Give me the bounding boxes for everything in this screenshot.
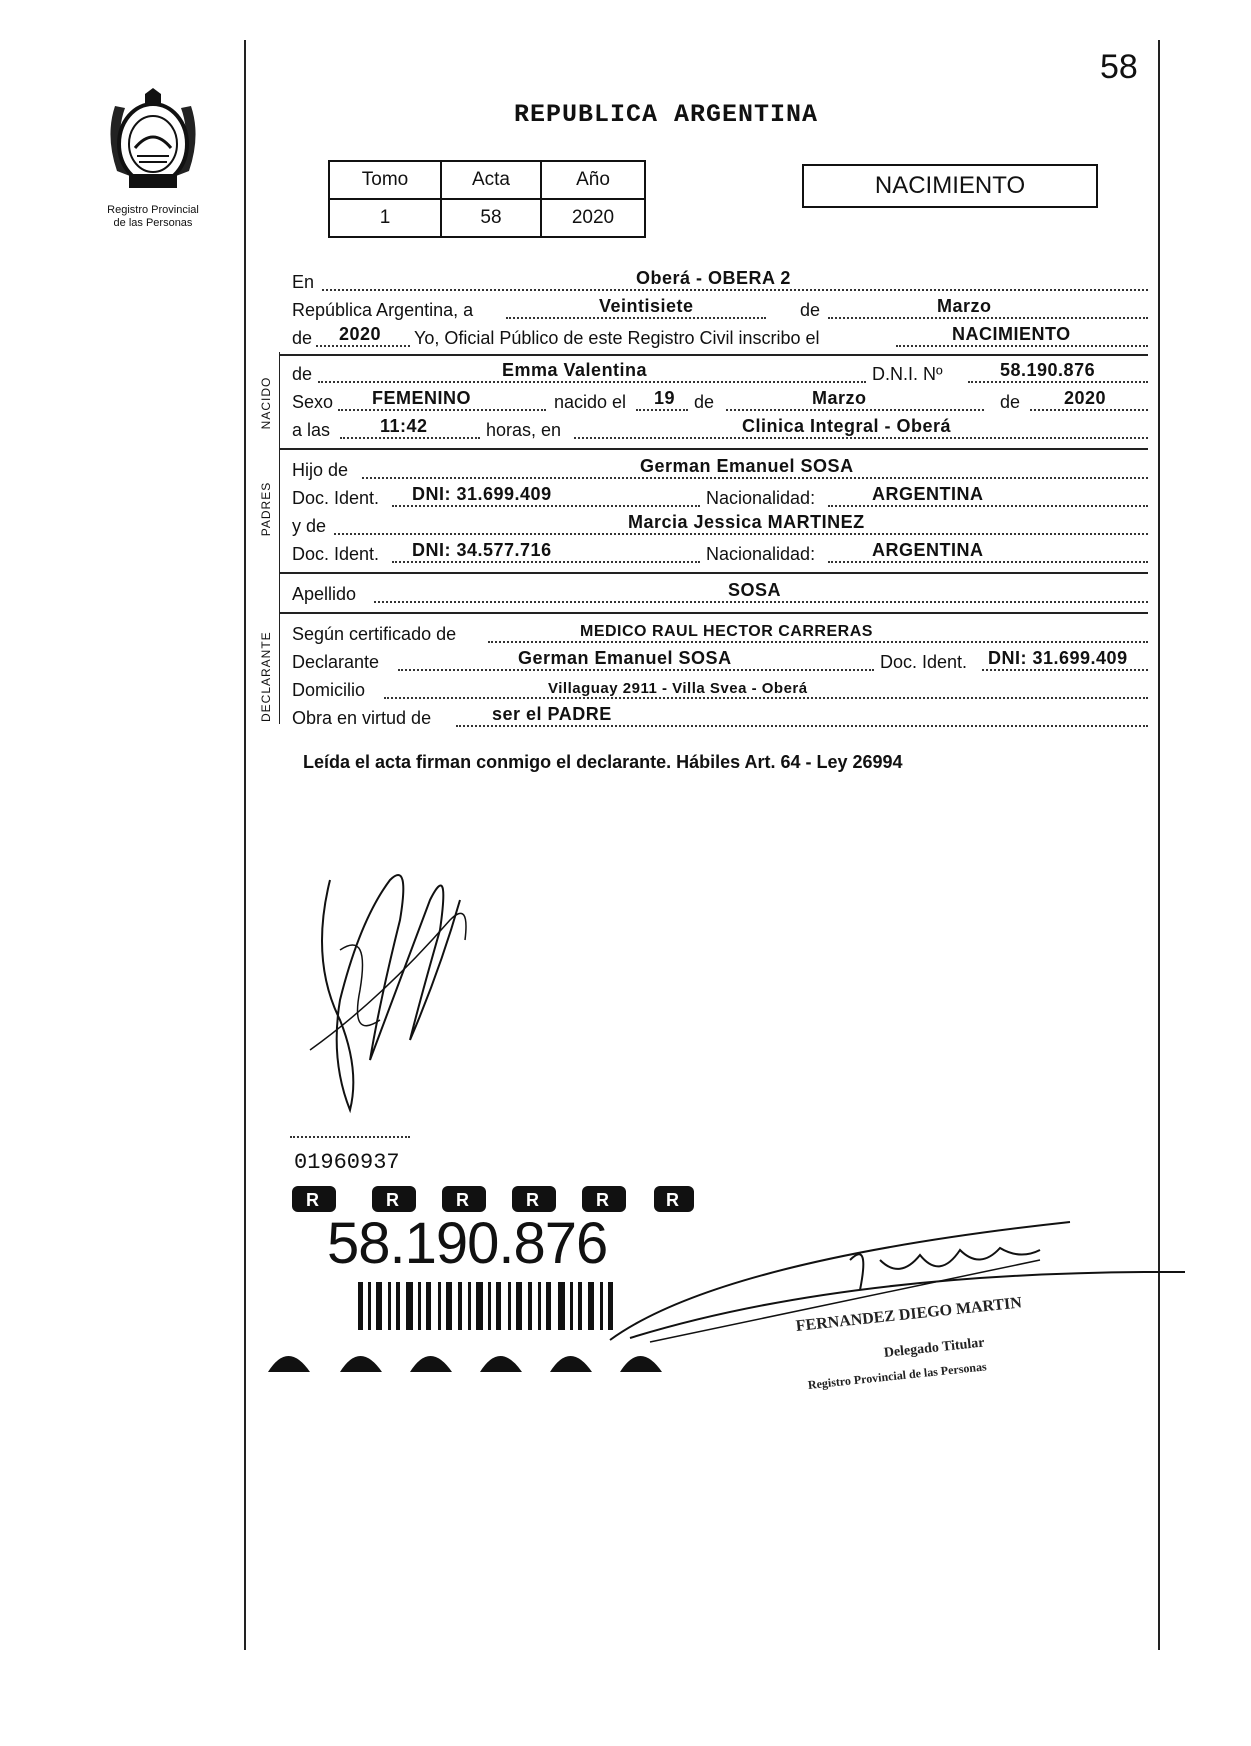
- value-day: Veintisiete: [599, 296, 694, 316]
- label-sexo: Sexo: [292, 392, 334, 412]
- value-inscribo: NACIMIENTO: [952, 324, 1071, 344]
- serial-number: 01960937: [294, 1150, 400, 1175]
- value-madre-nac: ARGENTINA: [872, 540, 984, 560]
- label-y-de: y de: [292, 516, 327, 536]
- province-seal-logo: [95, 86, 211, 198]
- line-madre-doc: [292, 540, 1148, 568]
- official-signature: [600, 1220, 1200, 1350]
- label-hijo-de: Hijo de: [292, 460, 349, 480]
- value-padre-nac: ARGENTINA: [872, 484, 984, 504]
- acta-header-acta: Acta: [441, 161, 541, 199]
- label-de-year: de: [292, 328, 313, 348]
- label-doc-ident-madre: Doc. Ident.: [292, 544, 380, 564]
- id-number-large: 58.190.876: [327, 1211, 608, 1276]
- label-a-las: a las: [292, 420, 331, 440]
- declarant-signature: [300, 840, 490, 1120]
- value-padre: German Emanuel SOSA: [640, 456, 854, 476]
- label-doc-ident: Doc. Ident.: [292, 488, 380, 508]
- acta-table: [328, 160, 646, 238]
- value-year: 2020: [339, 324, 382, 344]
- svg-text:R: R: [386, 1190, 399, 1210]
- left-margin-line: [244, 40, 246, 1650]
- value-month: Marzo: [937, 296, 992, 316]
- value-madre: Marcia Jessica MARTINEZ: [628, 512, 865, 532]
- value-sexo: FEMENINO: [372, 388, 472, 408]
- acta-header-anio: Año: [541, 161, 645, 199]
- line-apellido: [292, 580, 1148, 608]
- line-nombre: [292, 360, 1148, 388]
- value-obra: ser el PADRE: [492, 704, 612, 724]
- document-title: REPUBLICA ARGENTINA: [514, 100, 819, 129]
- label-en: En: [292, 272, 315, 292]
- value-padre-doc: DNI: 31.699.409: [412, 484, 552, 504]
- side-label-declarante: DECLARANTE: [259, 631, 273, 722]
- line-obra: [292, 704, 1148, 732]
- right-margin-line: [1158, 40, 1160, 1650]
- line-hijo-de: [292, 456, 1148, 484]
- line-en: [292, 268, 1148, 296]
- value-apellido: SOSA: [728, 580, 782, 600]
- logo-caption: Registro Provincial de las Personas: [107, 204, 199, 229]
- value-domicilio: Villaguay 2911 - Villa Svea - Oberá: [548, 680, 808, 697]
- label-domicilio: Domicilio: [292, 680, 366, 700]
- label-de-nombre: de: [292, 364, 313, 384]
- svg-text:R: R: [306, 1190, 319, 1210]
- svg-text:R: R: [596, 1190, 609, 1210]
- line-republica: [292, 296, 1148, 324]
- acta-value-anio: 2020: [541, 199, 645, 237]
- serial-top-rule: [290, 1136, 410, 1138]
- line-y-de: [292, 512, 1148, 540]
- page-number: 58: [1100, 48, 1138, 86]
- value-hora: 11:42: [380, 416, 428, 436]
- svg-text:R: R: [526, 1190, 539, 1210]
- label-de: de: [800, 300, 821, 320]
- divider-3: [280, 572, 1148, 574]
- line-certificado: [292, 620, 1148, 648]
- label-nacionalidad-madre: Nacionalidad:: [706, 544, 816, 564]
- value-declarante: German Emanuel SOSA: [518, 648, 732, 668]
- closing-note: Leída el acta firman conmigo el declarante. Hábiles Art. 64 - Ley 26994: [303, 752, 903, 772]
- label-segun: Según certificado de: [292, 624, 457, 644]
- label-de-birth: de: [694, 392, 715, 412]
- label-decl-doc: Doc. Ident.: [880, 652, 968, 672]
- label-obra: Obra en virtud de: [292, 708, 432, 728]
- value-birth-year: 2020: [1064, 388, 1107, 408]
- record-type-box: NACIMIENTO: [802, 164, 1098, 208]
- label-nacionalidad: Nacionalidad:: [706, 488, 816, 508]
- svg-text:R: R: [666, 1190, 679, 1210]
- acta-value-tomo: 1: [329, 199, 441, 237]
- value-certificado: MEDICO RAUL HECTOR CARRERAS: [580, 623, 873, 640]
- label-apellido: Apellido: [292, 584, 357, 604]
- official-office: Registro Provincial de las Personas: [807, 1359, 988, 1392]
- divider-1: [280, 354, 1148, 356]
- label-horas-en: horas, en: [486, 420, 562, 440]
- label-de-birth-year: de: [1000, 392, 1021, 412]
- value-madre-doc: DNI: 34.577.716: [412, 540, 552, 560]
- label-nacido-el: nacido el: [554, 392, 627, 412]
- line-padre-doc: [292, 484, 1148, 512]
- svg-text:R: R: [456, 1190, 469, 1210]
- side-label-nacido: NACIDO: [259, 376, 273, 430]
- label-declarante: Declarante: [292, 652, 380, 672]
- divider-4: [280, 612, 1148, 614]
- acta-header-tomo: Tomo: [329, 161, 441, 199]
- value-lugar: Clinica Integral - Oberá: [742, 416, 952, 436]
- side-label-padres: PADRES: [259, 481, 273, 537]
- value-birth-month: Marzo: [812, 388, 867, 408]
- line-sexo: [292, 388, 1148, 416]
- label-oficial: Yo, Oficial Público de este Registro Civil inscribo el: [414, 328, 820, 348]
- line-domicilio: [292, 676, 1148, 704]
- line-declarante: [292, 648, 1148, 676]
- line-hora: [292, 416, 1148, 444]
- value-decl-doc: DNI: 31.699.409: [988, 648, 1128, 668]
- barcode: [358, 1282, 628, 1337]
- value-en: Oberá - OBERA 2: [636, 268, 791, 288]
- value-nombre: Emma Valentina: [502, 360, 648, 380]
- section-side-line: [279, 352, 280, 724]
- divider-2: [280, 448, 1148, 450]
- official-name: FERNANDEZ DIEGO MARTIN: [795, 1294, 1023, 1335]
- official-role: Delegado Titular: [883, 1335, 986, 1361]
- line-year-inscribo: [292, 324, 1148, 352]
- label-republica: República Argentina, a: [292, 300, 474, 320]
- value-birth-day: 19: [654, 388, 676, 408]
- value-dni: 58.190.876: [1000, 360, 1096, 380]
- acta-value-acta: 58: [441, 199, 541, 237]
- label-dni: D.N.I. Nº: [872, 364, 943, 384]
